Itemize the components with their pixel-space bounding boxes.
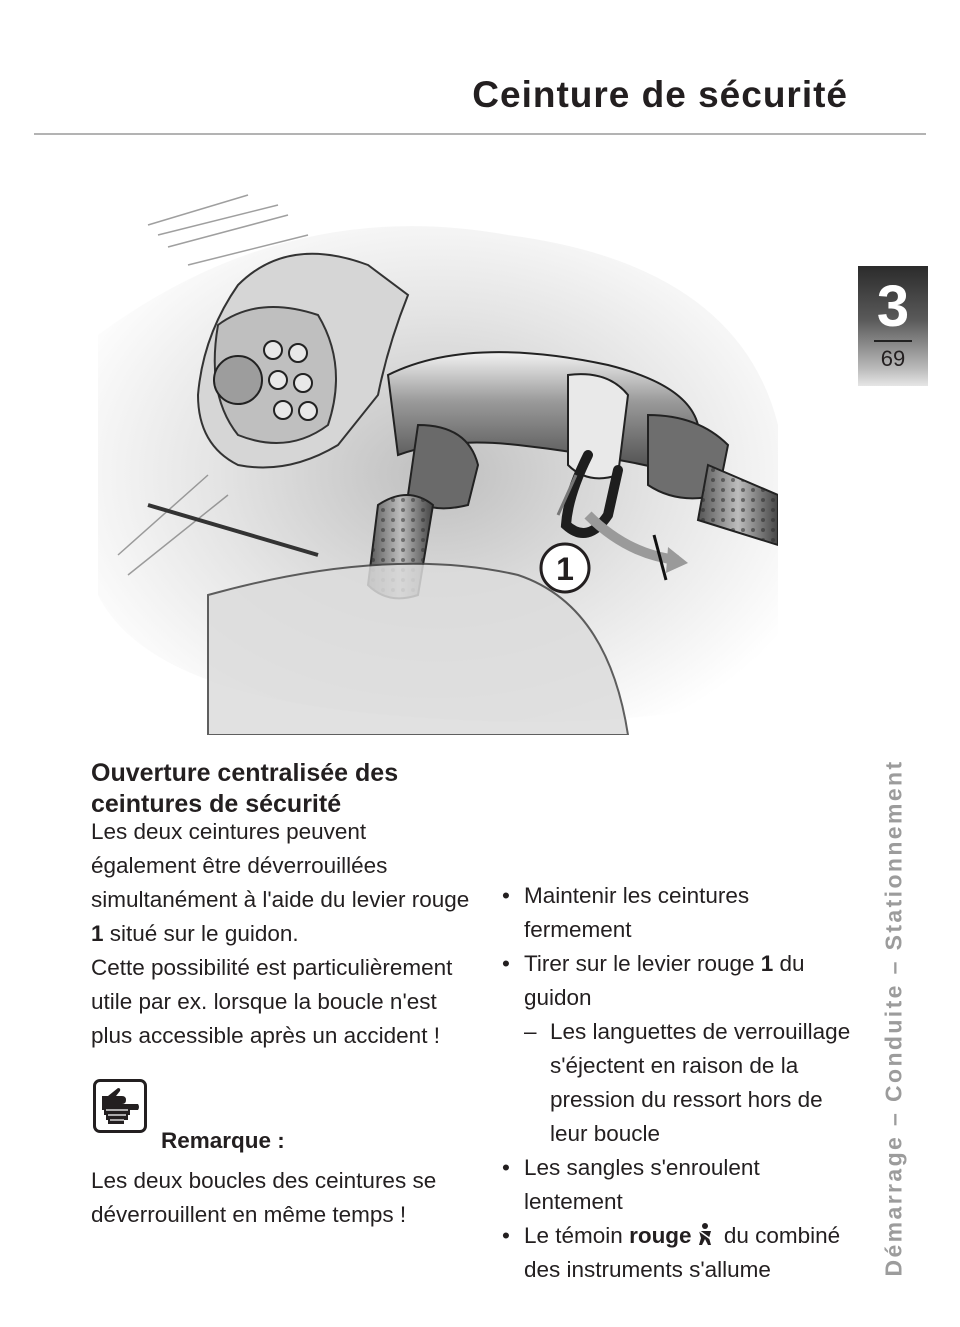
title-divider	[34, 133, 926, 135]
step-indicator-2: du combiné des instruments s'allume	[524, 1223, 841, 1282]
handlebar-illustration	[88, 175, 778, 735]
section-heading: Ouverture centralisée des ceintures de sécurité	[91, 759, 399, 818]
chapter-number: 3	[876, 274, 910, 339]
list-subitem	[502, 1015, 862, 1151]
step-belts-retract: Les sangles s'enroulent lentement	[524, 1155, 760, 1214]
step-pull-lever-2: du guidon	[524, 951, 805, 1010]
note-label: Remarque :	[161, 1128, 285, 1153]
bullet-mark: •	[502, 883, 510, 908]
bullet-mark: •	[502, 951, 510, 976]
list-item	[502, 1151, 862, 1219]
accident-paragraph: Cette possibilité est particulièrement utile par ex. lorsque la boucle n'est plus accessible après un accident !	[91, 955, 453, 1048]
intro-text-2: situé sur le guidon.	[103, 921, 299, 946]
step-hold-belts: Maintenir les ceintures fermement	[524, 883, 750, 942]
list-item	[502, 879, 862, 947]
intro-paragraph	[91, 815, 471, 1053]
lever-number: 1	[760, 951, 774, 976]
callout-number: 1	[556, 551, 574, 587]
bullet-mark: •	[502, 1223, 510, 1248]
indicator-color: rouge	[629, 1223, 692, 1248]
chapter-tab	[858, 266, 928, 386]
lever-number: 1	[91, 921, 104, 946]
step-indicator-1: Le témoin	[524, 1223, 630, 1248]
chapter-side-label: Démarrage – Conduite – Stationnement	[880, 759, 907, 1277]
list-item	[502, 947, 862, 1015]
list-item	[502, 1219, 862, 1287]
page-title: Ceinture de sécurité	[472, 74, 848, 115]
step-pull-lever-1: Tirer sur le levier rouge	[524, 951, 761, 976]
substep-tongues-eject: Les languettes de verrouillage s'éjectent en raison de la pression du ressort hors de leur boucle	[550, 1019, 851, 1146]
bullet-mark: •	[502, 1155, 510, 1180]
hand-pointing-icon	[93, 1079, 147, 1133]
steps-list	[502, 879, 862, 1287]
chapter-divider	[874, 340, 912, 342]
dash-mark: –	[524, 1019, 537, 1044]
intro-text-1: Les deux ceintures peuvent également être déverrouillées simultanément à l'aide du levier rouge	[91, 819, 470, 912]
page-number: 69	[880, 346, 906, 371]
note-text: Les deux boucles des ceintures se déverrouillent en même temps !	[91, 1168, 437, 1227]
seatbelt-warning-icon	[696, 1222, 714, 1246]
